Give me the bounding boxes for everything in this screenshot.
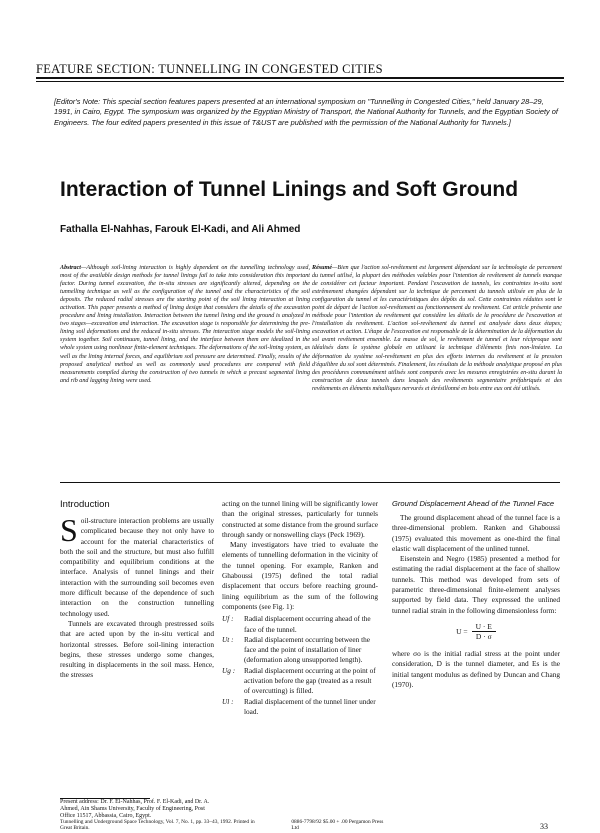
equation-lhs: U = [456,626,468,636]
displacement-definitions [222,614,378,717]
paper-authors: Fathalla El-Nahhas, Farouk El-Kadi, and Ali Ahmed [60,224,301,235]
dropcap: S [60,512,78,548]
column-3 [392,499,560,690]
definition-item: Uf : Radial displacement occurring ahead of the face of the tunnel. [222,614,371,634]
page-number: 33 [540,822,548,831]
intro-heading: Introduction [60,499,110,510]
subsection-heading: Ground Displacement Ahead of the Tunnel Face [392,499,555,508]
definition-item: Ul : Radial displacement of the tunnel liner under load. [222,696,376,716]
footer-issn: 0886-7798/92 $5.00 + .00 Pergamon Press Ltd [291,819,384,832]
col3-p3: where σo is the initial radial stress at the point under consideration, D is the tunnel diameter, and Es is the initial tangent modulus as defined by Duncan and Chang (1970). [392,648,560,689]
col3-body-2 [392,649,560,690]
abstract-label: Abstract [60,265,81,271]
resume [312,264,562,393]
section-rule [36,77,564,79]
intro-p2: Tunnels are excavated through prestressed soils that are acted upon by the in-situ vertical and horizontal stresses. Before soil-lining interaction begins, these stresses undergo some changes, resulting in displacements in the soil mass. Hence, the stresses [60,618,214,680]
equation-numerator: U · E [472,622,496,632]
column-2 [222,499,378,717]
intro-p1: oil-structure interaction problems are usually complicated because they not only have to account for the material characteristics of both the soil and the structure, but must also fulfill compatibility and equilibrium conditions at the interface. Analysis of tunnel linings and their interaction with the surrounding soil becomes even more difficult because of the dependence of such interaction on the construction tunnelling technology used. [60,516,214,618]
section-rule-thin [36,81,564,82]
equation-fraction [472,622,496,641]
journal-footer [60,819,560,831]
editors-note: [Editor's Note: This special section features papers presented at an international symposium on "Tunnelling in Congested Cities," held January 28–29, 1991, in Cairo, Egypt. The symposium was organized by the Egyptian Ministry of Transport, the National Authority for Tunnels, and the Egyptian Society of Engineers. The four edited papers presented in this issue of T&UST are published with the permission of the National Authority for Tunnels.] [54,97,558,127]
col2-p2: Many investigators have tried to evaluate the elements of tunnelling deformation in the vicinity of the tunnel opening. For example, Ranken and Ghaboussi (1975) defined the total radial displacement that occurs before reaching ground-lining equilibrium as the sum of the following components (see Fig. 1): [222,540,378,611]
present-address: Present address: Dr. F. El-Nahhas, Prof. F. El-Kadi, and Dr. A. Ahmed, Ain Shams University, Faculty of Engineering, Post Office 11517, Abbassia, Cairo, Egypt. [60,799,210,820]
col2-p1: acting on the tunnel lining will be significantly lower than the original stresses, particularly for tunnels constructed at some distance from the ground surface through sandy or nonswelling clays (Peck 1969). [222,499,378,539]
col3-body [392,513,560,616]
col3-p1: The ground displacement ahead of the tunnel face is a three-dimensional problem. Ranken and Ghaboussi (1975) evaluated this movement as one-third the final elastic wall displacement of the unlined tunnel. [392,513,560,553]
column-1 [60,499,214,681]
col2-body [222,499,378,612]
equation-denominator: D · σ [475,631,492,641]
intro-body [60,512,214,681]
section-heading: FEATURE SECTION: TUNNELLING IN CONGESTED CITIES [36,62,383,76]
resume-label: Résumé [312,265,332,271]
abstract-text: —Although soil-lining interaction is highly dependent on the tunnelling technology used, most of the available design methods for tunnel linings fail to take into consideration this important factor. During tunnel excavation, the in-situ stresses are significantly altered, depending on the tunnelling technique as well as the configuration of the tunnel and the characteristics of the soil deposits. The reduced radial stresses are the starting point of the soil lining interaction at lining activation. This paper presents a method of lining design that considers the details of the excavation procedure and lining installation. Interaction between the tunnel lining and the ground is analyzed in two stages—excavation and interaction. The excavation stage is responsible for determining the pre-lining soil deformations and the reduced in-situ stresses. The interaction stage models the soil-lining system together. Soil continuum, tunnel lining, and the interface between them are idealized in the whole system using nonlinear finite-element techniques. The deformations of the soil-lining system, as well as the lining internal forces, and equilibrium soil pressure are determined. Finally, results of the proposed analytical method as well as commonly used procedures are compared with field measurements compiled during the construction of two tunnels in which a precast segmental lining and rib and lagging lining were used. [60,265,310,384]
abstract-separator [60,482,560,483]
definition-item: Ut : Radial displacement occurring between the face and the point of installation of liner (deformation along unsupported length). [222,634,371,665]
definition-item: Ug : Radial displacement occurring at the point of activation before the gap (treated as a result of overcutting) is filled. [222,665,376,696]
resume-text: —Bien que l'action sol-revêtement est largement dépendant sur la technologie de percement du tunnel utilisé, la plupart des méthodes valables pour l'intention de revêtement de tunnels manque de considérer cet facteur important. Pendant l'excavation de tunnels, les contraintes in-situ sont extrêmement changées dépendant sur la technique de percement du tunnels utilisée en plus de la configuration du tunnel et les caractéristiques des dépôts du sol. Cette contraintes réduites sont le point de départ de l'action sol-revêtement au fonctionnement du revêtement. Cet article présente une méthode pour l'intention du revêtement qui considère les détails de la procédure de l'excavation et l'installation du revêtement. L'action sol-revêtement du tunnel est analysée dans deux étapes; excavation et action. L'étape de l'excavation est responsable de la détermination de la déformation du sol avant revêtement ensemble. La masse de sol, le revêtement de tunnel et leur réciproque sont idéalisés dans le système globale en utilisant la technique d'éléments finis non-linéaire. La déformation du système sol-revêtement en plus des efforts internes du revêtement et la pression d'équilibre du sol sont déterminés. Finalement, les résultats de la méthode analytique proposé en plus des procédures communément utilisés sont comparés avec les mesures enregistrées en-situ durant la construction de deux tunnels dans lesquels des revêtements segmentaire préfabriqués et des revêtements en éléments métalliques nervurés et étrésillonné en bois entre eux ont été utilisés. [312,265,562,392]
footer-journal: Tunnelling and Underground Space Technology, Vol. 7, No. 1, pp. 33–43, 1992. Printed in Great Britain. [60,819,255,832]
col3-p2: Eisenstein and Negro (1985) presented a method for estimating the radial displacement at the face of shallow tunnels. This method was developed from sets of parametric three-dimensional finite-element analyses supported by field data. They expressed the unlined tunnel radial strain in the following dimensionless form: [392,554,560,615]
equation [392,622,560,641]
paper-title: Interaction of Tunnel Linings and Soft Ground [60,178,519,201]
abstract [60,264,310,385]
